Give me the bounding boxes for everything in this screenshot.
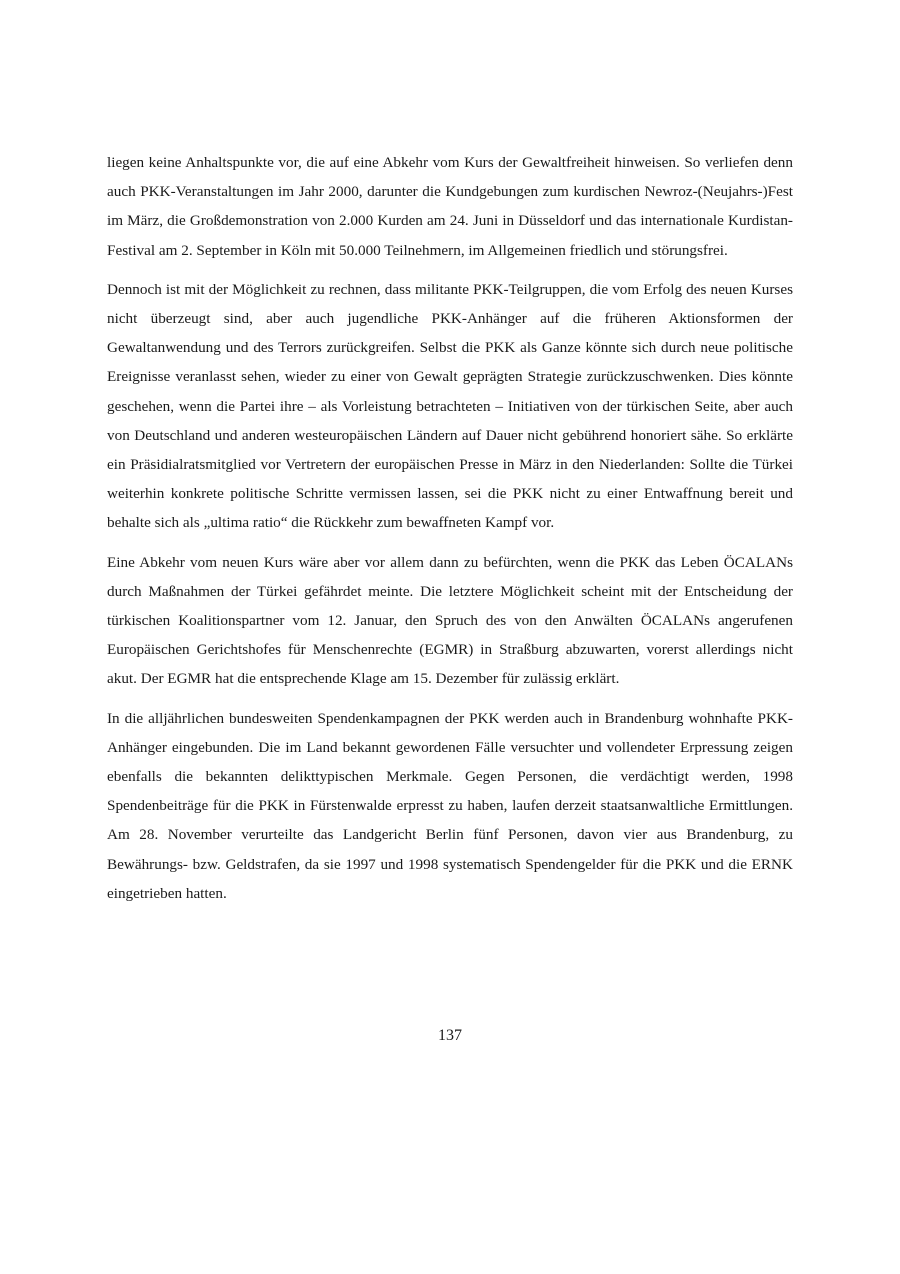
page-body <box>107 148 793 918</box>
paragraph-1: liegen keine Anhaltspunkte vor, die auf eine Abkehr vom Kurs der Gewaltfreiheit hinweisen. So verliefen denn auch PKK-Veranstaltungen im Jahr 2000, darunter die Kundgebungen zum kurdischen Newroz-(Neujahrs-)Fest im März, die Großdemonstration von 2.000 Kurden am 24. Juni in Düsseldorf und das internationale Kurdistan-Festival am 2. September in Köln mit 50.000 Teilnehmern, im Allgemeinen friedlich und störungsfrei. <box>107 154 793 259</box>
page-number: 137 <box>438 1027 462 1044</box>
paragraph-4: In die alljährlichen bundesweiten Spendenkampagnen der PKK werden auch in Brandenburg wohnhafte PKK-Anhänger eingebunden. Die im Land bekannt gewordenen Fälle versuchter und vollendeter Erpressung zeigen ebenfalls die bekannten delikttypischen Merkmale. Gegen Personen, die verdächtigt werden, 1998 Spendenbeiträge für die PKK in Fürstenwalde erpresst zu haben, laufen derzeit staatsanwaltliche Ermittlungen. Am 28. November verurteilte das Landgericht Berlin fünf Personen, davon vier aus Brandenburg, zu Bewährungs- bzw. Geldstrafen, da sie 1997 und 1998 systematisch Spendengelder für die PKK und die ERNK eingetrieben hatten. <box>107 709 793 902</box>
paragraph-3: Eine Abkehr vom neuen Kurs wäre aber vor allem dann zu befürchten, wenn die PKK das Leben ÖCALANs durch Maßnahmen der Türkei gefährdet meinte. Die letztere Möglichkeit scheint mit der Entscheidung der türkischen Koalitionspartner vom 12. Januar, den Spruch des von den Anwälten ÖCALANs angerufenen Europäischen Gerichtshofes für Menschenrechte (EGMR) in Straßburg abzuwarten, vorerst allerdings nicht akut. Der EGMR hat die entsprechende Klage am 15. Dezember für zulässig erklärt. <box>107 553 793 688</box>
paragraph-2: Dennoch ist mit der Möglichkeit zu rechnen, dass militante PKK-Teilgruppen, die vom Erfolg des neuen Kurses nicht überzeugt sind, aber auch jugendliche PKK-Anhänger auf die früheren Aktionsformen der Gewaltanwendung und des Terrors zurückgreifen. Selbst die PKK als Ganze könnte sich durch neue politische Ereignisse veranlasst sehen, wieder zu einer von Gewalt geprägten Strategie zurückzuschwenken. Dies könnte geschehen, wenn die Partei ihre – als Vorleistung betrachteten – Initiativen von der türkischen Seite, aber auch von Deutschland und anderen westeuropäischen Ländern auf Dauer nicht gebührend honoriert sähe. So erklärte ein Präsidialratsmitglied vor Vertretern der europäischen Presse in März in den Niederlanden: Sollte die Türkei weiterhin konkrete politische Schritte vermissen lassen, sei die PKK nicht zu einer Entwaffnung bereit und behalte sich als „ultima ratio“ die Rückkehr zum bewaffneten Kampf vor. <box>107 280 793 532</box>
